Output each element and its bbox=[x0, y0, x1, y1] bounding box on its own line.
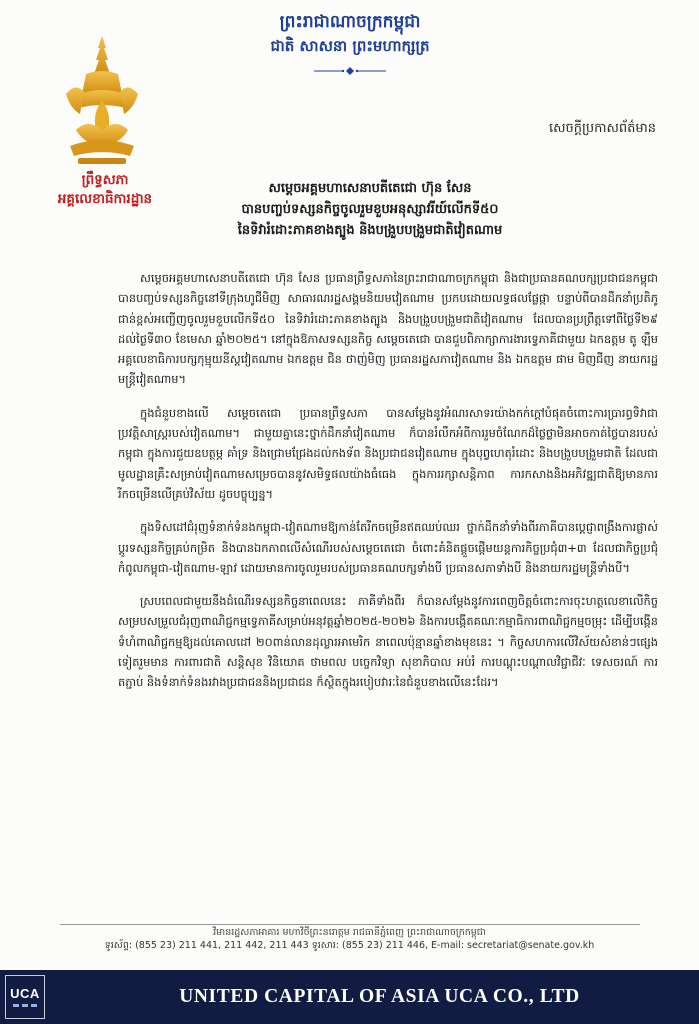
uca-logo-text: UCA bbox=[10, 986, 40, 1001]
footer-contact: ទូរស័ព្ទ: (855 23) 211 441, 211 442, 211 443 ទូរសារ: (855 23) 211 446, E-mail: secretariat@senate.gov.kh bbox=[104, 940, 595, 951]
footer-address: វិមានរដ្ឋសភាអាគារ មហាវិថីព្រះនរោត្តម រាជធានីភ្នំពេញ ព្រះរាជាណាចក្រកម្ពុជា bbox=[213, 927, 486, 938]
company-name: UNITED CAPITAL OF ASIA UCA CO., LTD bbox=[179, 986, 580, 1007]
divider-ornament-icon bbox=[312, 67, 388, 75]
nation-religion-king: ជាតិ សាសនា ព្រះមហាក្សត្រ bbox=[270, 37, 430, 55]
paragraph-2: ក្នុងជំនួបខាងលើ សម្តេចតេជោ ប្រធានព្រឹទ្ធសភា បានសម្តែងនូវអំណរសាទរយ៉ាងកក់ក្តៅបំផុតចំពោះការប្រារព្ធទិវាជាប្រវត្តិសាស្ត្ររបស់វៀតណាម។ ជាមួយគ្នានេះថ្នាក់ដឹកនាំវៀតណាម ក៏បានរំលឹកអំពីការរួមចំណែកដ៏ថ្លៃថ្លាមិនអាចកាត់ថ្លៃបានរបស់កម្ពុជា ក្នុងការជួយឧបត្ថម្ភ គាំទ្រ និងជ្រោមជ្រែងដល់កងទ័ព និងប្រជាជនវៀតណាម ក្នុងបុព្វហេតុរំដោះ និងបង្រួបបង្រួមជាតិ ដែលជាមូលដ្ឋានគ្រឹះសម្រាប់វៀតណាមសម្រេចបាននូវសមិទ្ធផលយ៉ាងធំធេង ក្នុងការរក្សាសន្តិភាព ការកសាងនិងអភិវឌ្ឍជាតិឱ្យមានការរីកចម្រើនលើគ្រប់វិស័យ ដូចបច្ចុប្បន្ន។ bbox=[118, 405, 658, 501]
title-line-1: សម្តេចអគ្គមហាសេនាបតីតេជោ ហ៊ុន សែន bbox=[268, 181, 472, 196]
title-line-3: នៃទិវារំដោះភាគខាងត្បូង និងបង្រួបបង្រួមជាតិវៀតណាម bbox=[237, 223, 503, 238]
senate-office-name bbox=[30, 171, 180, 209]
footer bbox=[0, 926, 699, 953]
uca-logo-bars bbox=[13, 1004, 37, 1007]
footer-divider bbox=[60, 924, 640, 925]
press-body bbox=[118, 268, 658, 706]
secretariat-label: អគ្គលេខាធិការដ្ឋាន bbox=[57, 191, 153, 207]
kingdom-motto bbox=[150, 10, 550, 58]
paragraph-1: សម្តេចអគ្គមហាសេនាបតីតេជោ ហ៊ុន សែន ប្រធានព្រឹទ្ធសភានៃព្រះរាជាណាចក្រកម្ពុជា និងជាប្រធានគណបក្សប្រជាជនកម្ពុជា បានបញ្ចប់ទស្សនកិច្ចនៅទីក្រុងហូជីមិញ សាធារណរដ្ឋសង្គមនិយមវៀតណាម ប្រកបដោយលទ្ធផលផ្លែផ្កា បន្ទាប់ពីបានដឹកនាំប្រតិភូជាន់ខ្ពស់អញ្ជើញចូលរួមខួបលើកទី៥០ នៃទិវារំដោះភាគខាងត្បូង និងបង្រួបបង្រួមជាតិវៀតណាម ដែលបានប្រព្រឹត្តទៅពីថ្ងៃទី២៩ ដល់ថ្ងៃទី៣០ ខែមេសា ឆ្នាំ២០២៥។ នៅក្នុងឱកាសទស្សនកិច្ច សម្តេចតេជោ បានជួបពិភាក្សាការងារទ្វេភាគីជាមួយ ឯកឧត្តម តូ ឡឹម អគ្គលេខាធិការបក្សកុម្មុយនីស្តវៀតណាម ឯកឧត្តម ជិន ថាញ់មិញ ប្រធានរដ្ឋសភាវៀតណាម និង ឯកឧត្តម ផាម មិញជីញ នាយករដ្ឋមន្ត្រីវៀតណាម។ bbox=[118, 271, 658, 387]
press-title bbox=[170, 178, 570, 241]
kingdom-name: ព្រះរាជាណាចក្រកម្ពុជា bbox=[279, 12, 421, 32]
title-line-2: បានបញ្ចប់ទស្សនកិច្ចចូលរួមខួបអនុស្សាវរីយ៍លើកទី៥០ bbox=[241, 202, 499, 217]
paragraph-3: ក្នុងទិសដៅជំរុញទំនាក់ទំនងកម្ពុជា-វៀតណាមឱ្យកាន់តែរីកចម្រើនឥតឈប់ឈរ ថ្នាក់ដឹកនាំទាំងពីរភាគីបានប្តេជ្ញាពង្រឹងការផ្លាស់ប្តូរទស្សនកិច្ចគ្រប់កម្រិត និងបានឯកភាពលើសំណើរបស់សម្តេចតេជោ ចំពោះគំនិតផ្តួចផ្តើមយន្តការកិច្ចប្រជុំ៣+៣ ដែលជាកិច្ចប្រជុំកំពូលកម្ពុជា-វៀតណាម-ឡាវ ដោយមានការចូលរួមរបស់ប្រធានគណបក្សទាំងបី ប្រធានសភាទាំងបី និងនាយករដ្ឋមន្ត្រីទាំងបី។ bbox=[118, 520, 658, 575]
paragraph-4: ស្របពេលជាមួយនឹងដំណើរទស្សនកិច្ចនាពេលនេះ ភាគីទាំងពីរ ក៏បានសម្តែងនូវការពេញចិត្តចំពោះការចុះហត្ថលេខាលើកិច្ចសម្របសម្រួលជំរុញពាណិជ្ជកម្មទ្វេភាគីសម្រាប់អនុវត្តឆ្នាំ២០២៥-២០២៦ និងការបង្កើតគណៈកម្មាធិការពាណិជ្ជកម្មចម្រុះ ដើម្បីបង្កើនទំហំពាណិជ្ជកម្មឱ្យដល់គោលដៅ ២០ពាន់លានដុល្លារអាមេរិក នាពេលប៉ុន្មានឆ្នាំខាងមុខនេះ ។ កិច្ចសហការលើវិស័យសំខាន់ៗផ្សេងទៀតរួមមាន ការពារជាតិ សន្តិសុខ វិនិយោគ ថាមពល បច្ចេកវិទ្យា សុខាភិបាល អប់រំ ការបណ្តុះបណ្តាលវិជ្ជាជីវៈ ទេសចរណ៍ ការតភ្ជាប់ និងទំនាក់ទំនងរវាងប្រជាជននិងប្រជាជន ក៏ស្ថិតក្នុងរបៀបវារៈនៃជំនួបខាងលើនេះដែរ។ bbox=[118, 594, 658, 690]
uca-logo-icon bbox=[5, 975, 45, 1019]
document-type: សេចក្ដីប្រកាសព័ត៌មាន bbox=[548, 121, 656, 136]
senate-emblem-icon bbox=[62, 34, 142, 168]
senate-label: ព្រឹទ្ធសភា bbox=[81, 172, 129, 188]
